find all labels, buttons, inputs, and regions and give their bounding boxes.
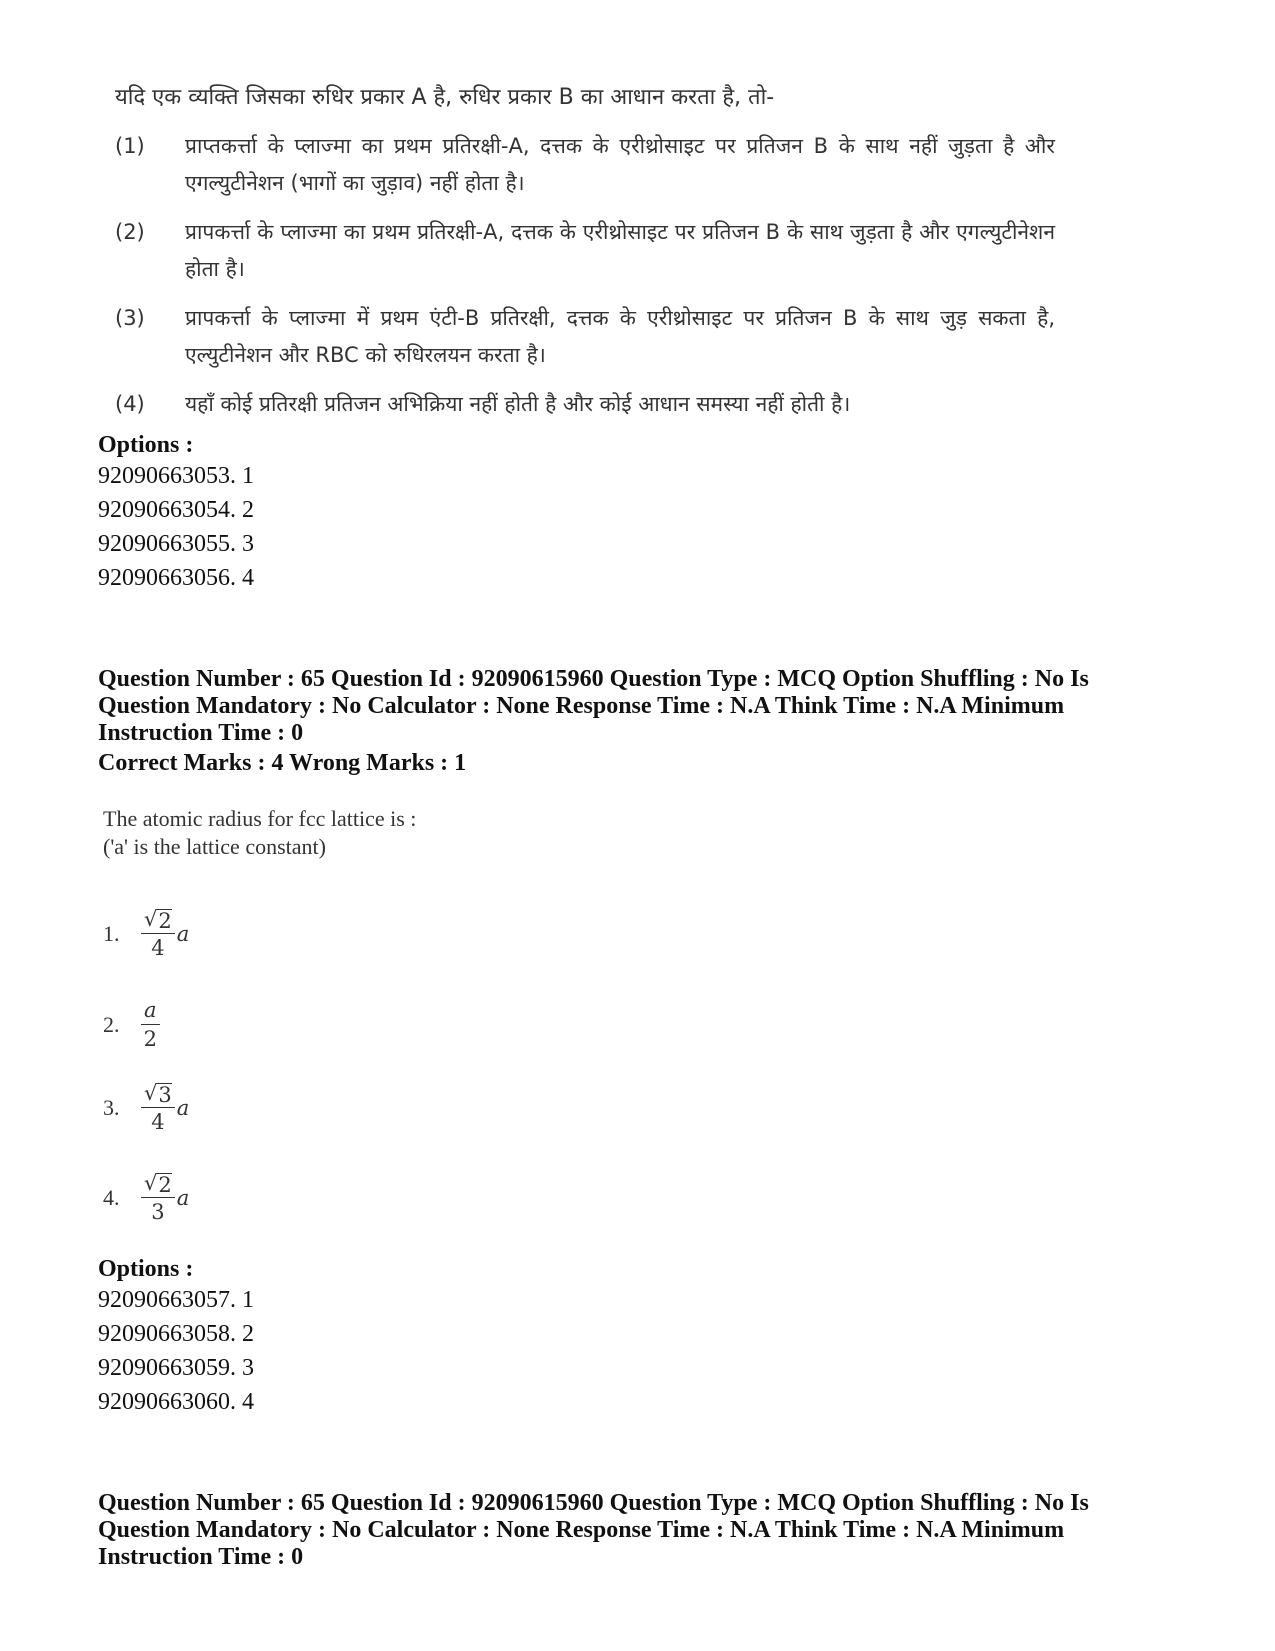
fraction [141,1080,175,1135]
choice-number: 2. [103,1011,120,1037]
radical-sign: √ [144,1171,158,1195]
variable: a [176,921,190,946]
option-line: 92090663060. 4 [98,1389,254,1415]
radicand: 3 [158,1083,172,1107]
fraction-denominator: 3 [151,1200,165,1224]
square-root [144,906,172,932]
fraction-numerator [141,1170,175,1198]
hindi-choice-text: प्राप्तकर्त्ता के प्लाज्मा का प्रथम प्रतिरक्षी-A, दत्तक के एरीथ्रोसाइट पर प्रतिजन B के साथ नहीं जुड़ता है और एगल्युटीनेशन (भागों का जुड़ाव) नहीं होता है। [185,134,1055,195]
hindi-choice-number: (3) [115,306,145,330]
option-line: 92090663055. 3 [98,531,254,557]
hindi-question-stem: यदि एक व्यक्ति जिसका रुधिर प्रकार A है, रुधिर प्रकार B का आधान करता है, तो- [115,85,775,110]
math-choice-3 [103,1080,189,1135]
question-text-line: ('a' is the lattice constant) [103,834,326,859]
square-root [144,1170,172,1196]
hindi-choice-text: यहाँ कोई प्रतिरक्षी प्रतिजन अभिक्रिया नहीं होती है और कोई आधान समस्या नहीं होती है। [185,392,851,416]
variable: a [176,1185,190,1210]
hindi-choice-3 [115,300,1055,374]
options-heading: Options : [98,1256,194,1282]
option-line: 92090663056. 4 [98,565,254,591]
option-line: 92090663059. 3 [98,1355,254,1381]
hindi-choice-2 [115,214,1055,288]
fraction-numerator [141,997,160,1025]
hindi-question [115,82,1055,435]
options-block-2 [98,1256,254,1419]
question-text [103,805,416,861]
options-block-1 [98,432,254,595]
math-choice-4 [103,1170,189,1225]
option-line: 92090663054. 2 [98,497,254,523]
question-meta [98,1490,1178,1571]
question-meta [98,666,1178,747]
hindi-choice-number: (2) [115,220,145,244]
question-text-line: The atomic radius for fcc lattice is : [103,806,417,831]
radicand: 2 [158,1173,172,1197]
radical-sign: √ [144,1081,158,1105]
radicand: 2 [158,909,172,933]
choice-number: 3. [103,1094,120,1120]
square-root [144,1080,172,1106]
hindi-choice-4 [115,386,1055,423]
options-heading: Options : [98,432,194,458]
fraction [141,1170,175,1225]
math-choice-2 [103,997,160,1052]
hindi-choice-1 [115,128,1055,202]
question-meta-line: Question Mandatory : No Calculator : None Response Time : N.A Think Time : N.A Minimum [98,693,1065,719]
question-meta-line: Question Number : 65 Question Id : 92090615960 Question Type : MCQ Option Shuffling : No Is [98,1490,1089,1516]
question-meta-line: Question Number : 65 Question Id : 92090615960 Question Type : MCQ Option Shuffling : No Is [98,666,1089,692]
variable: a [176,1095,190,1120]
fraction-denominator: 2 [143,1027,157,1051]
hindi-choice-number: (4) [115,392,145,416]
option-line: 92090663053. 1 [98,463,254,489]
question-marks: Correct Marks : 4 Wrong Marks : 1 [98,750,467,776]
question-meta-line: Question Mandatory : No Calculator : None Response Time : N.A Think Time : N.A Minimum [98,1517,1065,1543]
radical-sign: √ [144,907,158,931]
fraction [141,997,160,1052]
fraction-numerator [141,1080,175,1108]
fraction-denominator: 4 [151,936,165,960]
numerator-value: a [144,998,157,1022]
question-meta-line: Instruction Time : 0 [98,1544,304,1570]
question-meta-line: Instruction Time : 0 [98,720,304,746]
choice-number: 1. [103,920,120,946]
hindi-choice-text: प्रापकर्त्ता के प्लाज्मा का प्रथम प्रतिरक्षी-A, दत्तक के एरीथ्रोसाइट पर प्रतिजन B के साथ जुड़ता है और एगल्युटीनेशन होता है। [185,220,1055,281]
fraction [141,906,175,961]
fraction-numerator [141,906,175,934]
fraction-denominator: 4 [151,1110,165,1134]
choice-number: 4. [103,1184,120,1210]
option-line: 92090663058. 2 [98,1321,254,1347]
math-choice-1 [103,906,189,961]
option-line: 92090663057. 1 [98,1287,254,1313]
hindi-choice-number: (1) [115,134,145,158]
hindi-choice-text: प्रापकर्त्ता के प्लाज्मा में प्रथम एंटी-B प्रतिरक्षी, दत्तक के एरीथ्रोसाइट पर प्रतिजन B के साथ जुड़ सकता है, एल्युटीनेशन और RBC को रुधिरलयन करता है। [185,306,1055,367]
